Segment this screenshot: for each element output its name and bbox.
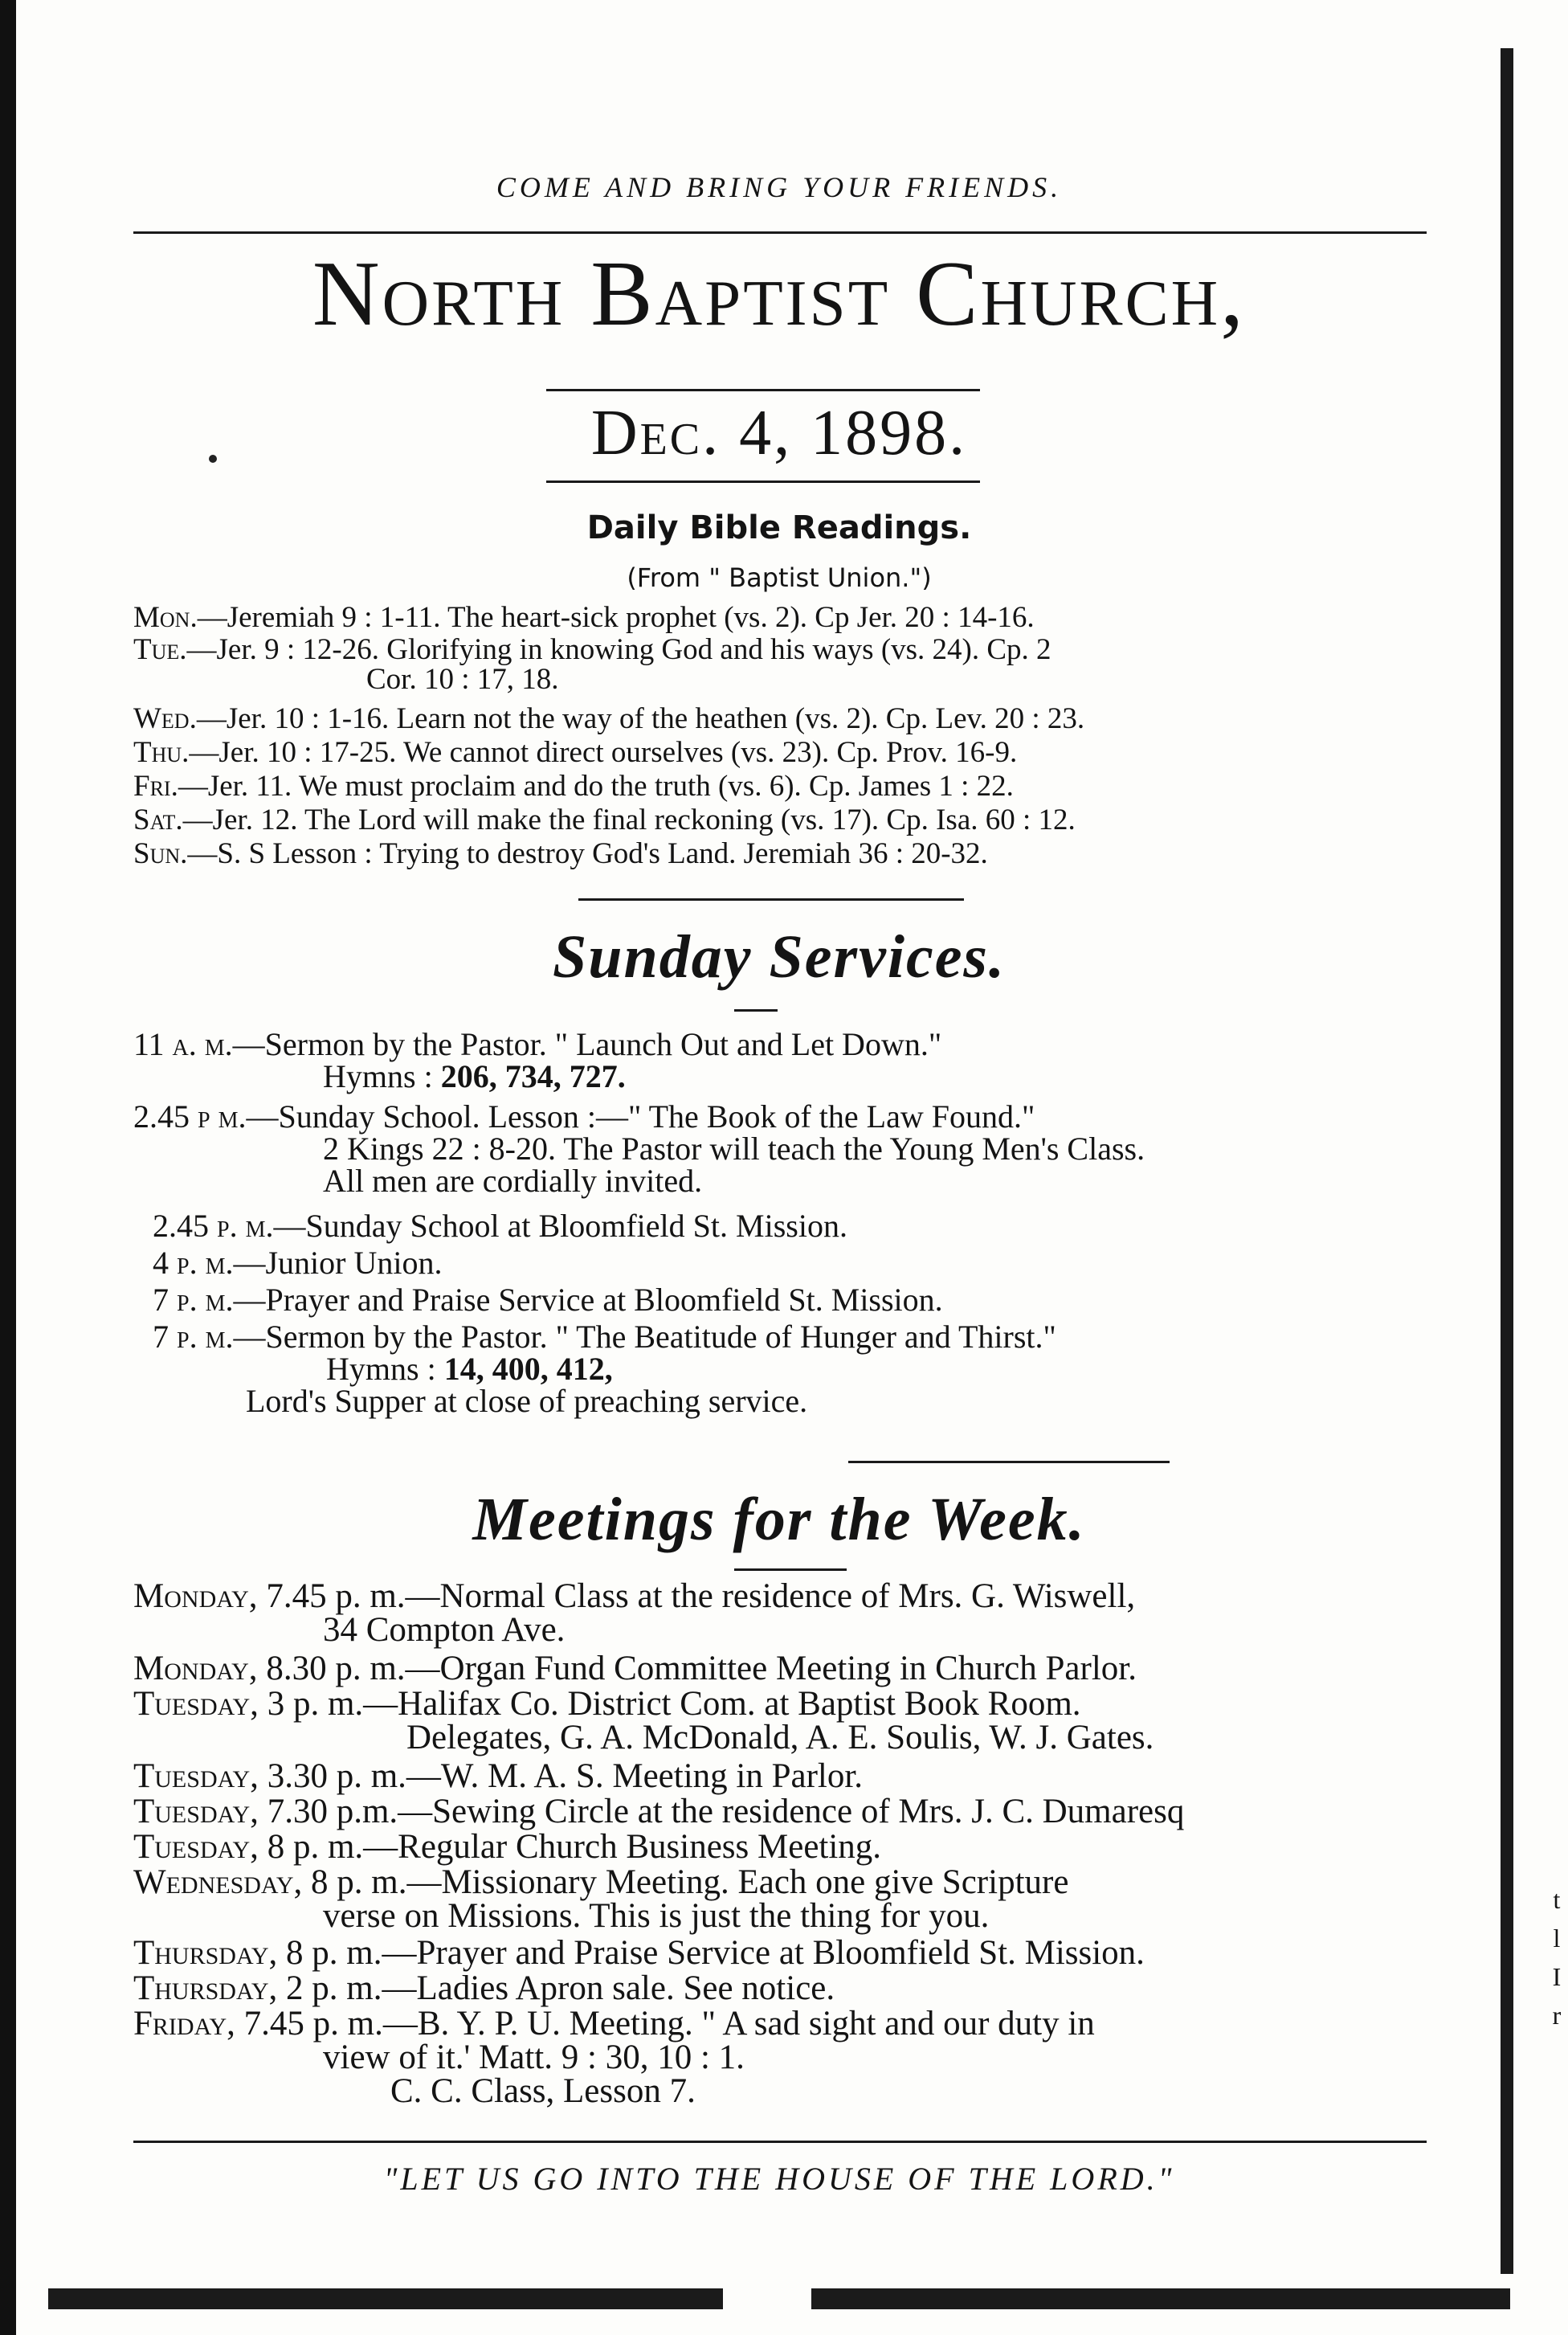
service-continuation: 2 Kings 22 : 8-20. The Pastor will teach the Young Men's Class.	[323, 1131, 1145, 1167]
weekly-meetings-heading: Meetings for the Week.	[472, 1486, 1086, 1553]
service-item	[133, 1210, 1451, 1242]
meeting-continuation: Delegates, G. A. McDonald, A. E. Soulis, W. J. Gates.	[406, 1719, 1154, 1756]
service-time: 2.45 p m.	[133, 1098, 247, 1135]
service-text: —Sermon by the Pastor. " Launch Out and Let Down."	[232, 1026, 942, 1062]
reading-entry	[133, 738, 1435, 767]
services-heading-rule	[734, 1009, 778, 1012]
reading-text: —Jer. 12. The Lord will make the final reckoning (vs. 17). Cp. Isa. 60 : 12.	[182, 804, 1076, 836]
meeting-item	[133, 1969, 1451, 2007]
service-text: —Sunday School. Lesson :—" The Book of the Law Found."	[246, 1098, 1035, 1135]
meeting-text: 8 p. m.—Missionary Meeting. Each one give Scripture	[302, 1863, 1069, 1901]
meeting-text: 8.30 p. m.—Organ Fund Committee Meeting in Church Parlor.	[257, 1650, 1137, 1687]
readings-rule	[578, 898, 964, 901]
reading-day: Mon.	[133, 601, 198, 634]
hymn-numbers: 206, 734, 727.	[440, 1058, 626, 1094]
service-text: —Sermon by the Pastor. " The Beatitude of Hunger and Thirst."	[233, 1319, 1056, 1355]
reading-text: —Jer. 11. We must proclaim and do the truth (vs. 6). Cp. James 1 : 22.	[178, 770, 1014, 803]
margin-letters	[1547, 1880, 1566, 2034]
reading-text: —Jeremiah 9 : 1-11. The heart-sick prophet (vs. 2). Cp Jer. 20 : 14-16.	[197, 601, 1035, 634]
reading-text: —Jer. 10 : 17-25. We cannot direct ourselves (vs. 23). Cp. Prov. 16-9.	[189, 736, 1018, 769]
meeting-item	[133, 1687, 1451, 1755]
bible-readings-heading: Daily Bible Readings.	[586, 509, 972, 546]
sunday-services-heading: Sunday Services.	[553, 923, 1006, 991]
bible-readings-source: (From " Baptist Union.")	[627, 562, 932, 593]
reading-day: Wed.	[133, 702, 197, 735]
service-continuation: All men are cordially invited.	[323, 1163, 703, 1199]
top-rule	[133, 231, 1427, 234]
reading-day: Fri.	[133, 770, 178, 803]
meeting-item	[133, 1757, 1451, 1795]
meeting-day: Friday,	[133, 2005, 235, 2043]
meeting-continuation: view of it.' Matt. 9 : 30, 10 : 1.	[323, 2039, 745, 2076]
footer-motto: "LET US GO INTO THE HOUSE OF THE LORD."	[383, 2161, 1175, 2197]
meeting-day: Tuesday,	[133, 1828, 259, 1866]
margin-letter: l	[1553, 1924, 1561, 1953]
service-time: 7 p. m.	[153, 1282, 234, 1318]
meetings-heading-rule	[734, 1568, 847, 1571]
meeting-item	[133, 1577, 1451, 1649]
bottom-rule	[133, 2141, 1427, 2143]
meeting-continuation: 34 Compton Ave.	[323, 1611, 566, 1649]
reading-entry	[133, 771, 1435, 801]
meeting-item	[133, 1652, 1451, 1686]
service-item	[133, 1098, 1451, 1199]
meeting-text: 7.30 p.m.—Sewing Circle at the residence of Mrs. J. C. Dumaresq	[258, 1793, 1185, 1830]
reading-day: Sat.	[133, 804, 183, 836]
service-text: —Junior Union.	[233, 1245, 443, 1281]
service-time: 7 p. m.	[153, 1319, 234, 1355]
service-text: —Sunday School at Bloomfield St. Mission.	[273, 1208, 847, 1244]
margin-letter: t	[1553, 1885, 1561, 1914]
service-hymns	[133, 1353, 1451, 1385]
reading-text: —Jer. 9 : 12-26. Glorifying in knowing God and his ways (vs. 24). Cp. 2	[186, 633, 1051, 666]
meeting-text: 7.45 p. m.—B. Y. P. U. Meeting. " A sad sight and our duty in	[235, 2005, 1095, 2043]
bottom-edge-gap	[723, 2288, 811, 2309]
service-item	[133, 1028, 1451, 1093]
reading-entry	[133, 805, 1435, 835]
meeting-text: 3.30 p. m.—W. M. A. S. Meeting in Parlor.	[258, 1757, 864, 1795]
meeting-continuation: verse on Missions. This is just the thing for you.	[323, 1897, 990, 1935]
meeting-item	[133, 1936, 1451, 1970]
ink-dot	[209, 455, 217, 463]
right-page-edge	[1501, 48, 1513, 2274]
service-time: 4 p. m.	[153, 1245, 234, 1281]
margin-letter: I	[1552, 1962, 1562, 1991]
meeting-day: Tuesday,	[133, 1793, 259, 1830]
reading-continuation: Cor. 10 : 17, 18.	[366, 663, 559, 696]
meeting-item	[133, 1795, 1451, 1829]
meeting-day: Thursday,	[133, 1934, 278, 1972]
reading-entry	[133, 839, 1435, 869]
services-rule	[848, 1461, 1170, 1463]
meeting-day: Monday,	[133, 1650, 258, 1687]
meeting-item	[133, 1863, 1451, 1935]
service-item	[133, 1321, 1451, 1417]
reading-text: —Jer. 10 : 1-16. Learn not the way of the heathen (vs. 2). Cp. Lev. 20 : 23.	[196, 702, 1085, 735]
meeting-text: 3 p. m.—Halifax Co. District Com. at Baptist Book Room.	[258, 1685, 1081, 1723]
reading-day: Thu.	[133, 736, 190, 769]
left-page-edge	[0, 0, 16, 2335]
reading-day: Tue.	[133, 633, 187, 666]
reading-day: Sun.	[133, 837, 188, 870]
service-text: —Prayer and Praise Service at Bloomfield St. Mission.	[233, 1282, 943, 1318]
meeting-item	[133, 1830, 1451, 1864]
meeting-text: 8 p. m.—Regular Church Business Meeting.	[258, 1828, 882, 1866]
service-time: 2.45 p. m.	[153, 1208, 274, 1244]
meeting-day: Wednesday,	[133, 1863, 303, 1901]
meeting-continuation: C. C. Class, Lesson 7.	[390, 2072, 696, 2110]
service-item	[133, 1247, 1451, 1279]
service-item	[133, 1284, 1451, 1316]
service-continuation: Lord's Supper at close of preaching service.	[246, 1383, 808, 1419]
tagline: COME AND BRING YOUR FRIENDS.	[496, 171, 1063, 203]
meeting-text: 2 p. m.—Ladies Apron sale. See notice.	[277, 1969, 835, 2007]
reading-text: —S. S Lesson : Trying to destroy God's Land. Jeremiah 36 : 20-32.	[187, 837, 988, 870]
meeting-text: 7.45 p. m.—Normal Class at the residence of Mrs. G. Wiswell,	[257, 1577, 1136, 1615]
meeting-day: Tuesday,	[133, 1685, 259, 1723]
meeting-item	[133, 2007, 1451, 2108]
church-title: North Baptist Church,	[312, 243, 1247, 346]
reading-entry	[133, 603, 1435, 632]
margin-letter: r	[1552, 2001, 1562, 2030]
meeting-day: Thursday,	[133, 1969, 278, 2007]
hymn-numbers: 14, 400, 412,	[443, 1351, 613, 1387]
hymns-label: Hymns :	[326, 1351, 436, 1387]
title-rule	[546, 389, 980, 391]
meeting-text: 8 p. m.—Prayer and Praise Service at Bloomfield St. Mission.	[277, 1934, 1145, 1972]
reading-entry	[133, 704, 1435, 734]
meeting-day: Monday,	[133, 1577, 258, 1615]
date-rule	[546, 480, 980, 483]
hymns-label: Hymns :	[323, 1058, 433, 1094]
service-time: 11 a. m.	[133, 1026, 233, 1062]
meeting-day: Tuesday,	[133, 1757, 259, 1795]
reading-entry	[133, 635, 1435, 694]
bulletin-date: Dec. 4, 1898.	[590, 398, 968, 468]
service-hymns	[133, 1058, 1451, 1094]
